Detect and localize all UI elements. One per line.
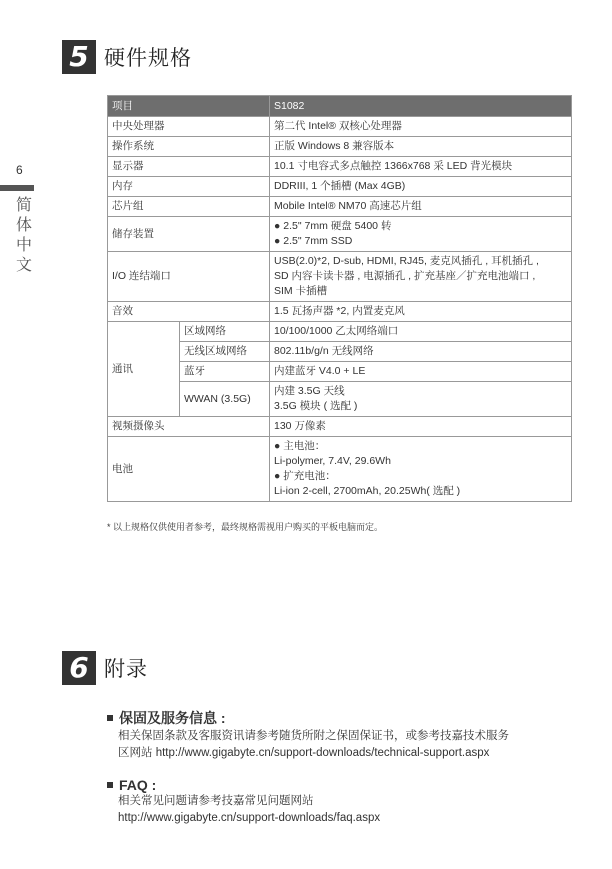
sidebar-divider (0, 185, 34, 191)
value-line: Li-ion 2-cell, 2700mAh, 20.25Wh( 选配 ) (274, 485, 461, 497)
warranty-info (107, 708, 577, 762)
row-value: 10.1 寸电容式多点触控 1366x768 采 LED 背光模块 (270, 157, 572, 177)
row-label: 音效 (108, 302, 270, 322)
warranty-line: 相关保固条款及客服资讯请参考随货所附之保固保证书，或参考技嘉技术服务 (118, 730, 509, 742)
row-value: 802.11b/g/n 无线网络 (270, 342, 572, 362)
row-value (270, 217, 572, 252)
row-label: 显示器 (108, 157, 270, 177)
language-label: 简体中文 (15, 197, 32, 274)
table-row (108, 252, 572, 302)
warranty-body (107, 728, 577, 762)
table-row (108, 417, 572, 437)
row-sublabel: 无线区域网络 (180, 342, 270, 362)
row-label: I/O 连结端口 (108, 252, 270, 302)
warranty-title (107, 708, 577, 728)
warranty-url-line[interactable]: 区网站 http://www.gigabyte.cn/support-downloads/technical-support.aspx (118, 747, 490, 759)
value-line: ● 主电池： (274, 440, 326, 452)
row-label: 芯片组 (108, 197, 270, 217)
faq-body (107, 793, 577, 827)
table-row (108, 137, 572, 157)
row-value: 10/100/1000 乙太网络端口 (270, 322, 572, 342)
section-6-header (62, 651, 148, 685)
section-5-header (62, 40, 192, 74)
value-line: ● 扩充电池： (274, 470, 336, 482)
bullet-square-icon (107, 715, 113, 721)
row-value (270, 252, 572, 302)
value-line: ● 2.5" 7mm SSD (274, 235, 353, 247)
row-sublabel: WWAN (3.5G) (180, 382, 270, 417)
row-value: 1.5 瓦扬声器 *2, 内置麦克风 (270, 302, 572, 322)
table-row (108, 197, 572, 217)
section-5-number: 5 (62, 40, 96, 74)
faq-info (107, 777, 577, 827)
row-value: DDRIII, 1 个插槽 (Max 4GB) (270, 177, 572, 197)
table-row (108, 302, 572, 322)
faq-title (107, 777, 577, 793)
table-row (108, 157, 572, 177)
row-value (270, 382, 572, 417)
row-sublabel: 区域网络 (180, 322, 270, 342)
row-sublabel: 蓝牙 (180, 362, 270, 382)
bullet-square-icon (107, 782, 113, 788)
value-line: 内建 3.5G 天线 (274, 385, 345, 397)
row-value: 内建蓝牙 V4.0 + LE (270, 362, 572, 382)
value-line: SD 内容卡读卡器 , 电源插孔 , 扩充基座／扩充电池端口 , (274, 270, 536, 282)
row-label: 内存 (108, 177, 270, 197)
warranty-title-text: 保固及服务信息 : (119, 710, 226, 726)
row-label: 操作系统 (108, 137, 270, 157)
table-row (108, 217, 572, 252)
row-label: 储存装置 (108, 217, 270, 252)
header-item: 项目 (108, 96, 270, 117)
table-row (108, 177, 572, 197)
hardware-spec-table (107, 95, 572, 502)
value-line: ● 2.5" 7mm 硬盘 5400 转 (274, 220, 392, 232)
row-value: 130 万像素 (270, 417, 572, 437)
value-line: USB(2.0)*2, D-sub, HDMI, RJ45, 麦克风插孔 , 耳机插孔 , (274, 255, 539, 267)
row-value: 正版 Windows 8 兼容版本 (270, 137, 572, 157)
faq-url[interactable]: http://www.gigabyte.cn/support-downloads/faq.aspx (118, 812, 381, 824)
value-line: 3.5G 模块 ( 选配 ) (274, 400, 358, 412)
faq-line: 相关常见问题请参考技嘉常见问题网站 (118, 795, 314, 807)
row-value (270, 437, 572, 502)
table-row (108, 322, 572, 342)
row-label: 电池 (108, 437, 270, 502)
row-label: 通讯 (108, 322, 180, 417)
page-number: 6 (16, 163, 23, 177)
header-model: S1082 (270, 96, 572, 117)
table-row (108, 437, 572, 502)
table-row (108, 117, 572, 137)
value-line: SIM 卡插槽 (274, 285, 328, 297)
faq-title-text: FAQ : (119, 777, 157, 793)
row-label: 中央处理器 (108, 117, 270, 137)
section-5-title: 硬件规格 (104, 47, 192, 70)
table-header-row (108, 96, 572, 117)
row-value: 第二代 Intel® 双核心处理器 (270, 117, 572, 137)
value-line: Li-polymer, 7.4V, 29.6Wh (274, 455, 391, 467)
spec-footnote: * 以上规格仅供使用者参考，最终规格需视用户购买的平板电脑而定。 (107, 522, 384, 532)
section-6-number: 6 (62, 651, 96, 685)
section-6-title: 附录 (104, 658, 148, 681)
row-value: Mobile Intel® NM70 高速芯片组 (270, 197, 572, 217)
row-label: 视频摄像头 (108, 417, 270, 437)
